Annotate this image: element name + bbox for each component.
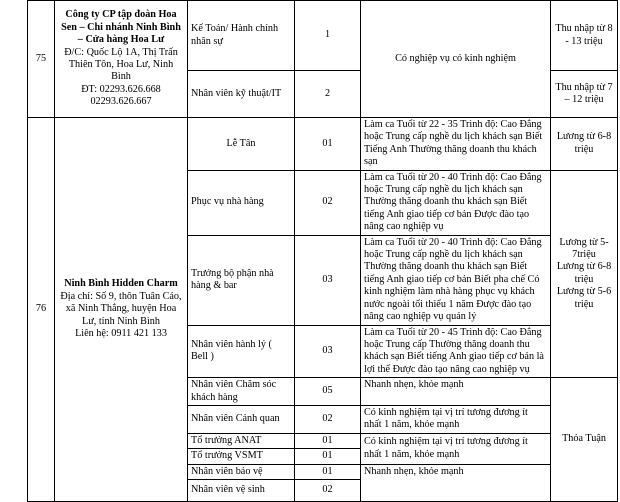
quantity: 01	[295, 464, 361, 479]
requirement: Làm ca Tuổi từ 20 - 45 Trình độ: Cao Đẳng hoặc Trung cấp Thường thăng doanh thu khách sạn Biết tiếng Anh giao tiếp cơ bản là lợi thế Được đào tạo nâng cao nghiệp vụ	[361, 325, 551, 378]
position: Nhân viên bảo vệ	[188, 464, 295, 479]
row-number: 76	[28, 118, 55, 502]
company-address: Địa chỉ: Số 9, thôn Tuân Cáo, xã Ninh Thắng, huyện Hoa Lư, tỉnh Ninh Bình	[60, 290, 182, 327]
company-cell	[55, 118, 188, 502]
position: Trưởng bộ phận nhà hàng & bar	[188, 235, 295, 325]
salary-line: triệu	[574, 298, 594, 310]
quantity: 02	[295, 405, 361, 433]
requirement: Có kinh nghiệm tại vị trí tương đương ít nhất 1 năm, khỏe mạnh	[361, 405, 551, 433]
quantity: 01	[295, 118, 361, 171]
salary-line: triệu	[574, 273, 594, 285]
row-number: 75	[28, 1, 55, 118]
position: Tổ trưởng ANAT	[188, 433, 295, 448]
company-name: Công ty CP tập đoàn Hoa Sen – Chi nhánh Ninh Bình – Cửa hàng Hoa Lư	[61, 9, 181, 46]
company-phone-2: 02293.626.667	[90, 96, 152, 108]
quantity: 02	[295, 170, 361, 235]
position: Nhân viên Cảnh quan	[188, 405, 295, 433]
salary: Thỏa Tuận	[551, 378, 618, 502]
salary: Thu nhập từ 8 - 13 triệu	[551, 1, 618, 71]
quantity: 02	[295, 479, 361, 501]
salary	[551, 170, 618, 378]
position: Nhân viên Chăm sóc khách hàng	[188, 378, 295, 406]
table-row	[28, 1, 618, 71]
position: Nhân viên kỹ thuật/IT	[188, 71, 295, 118]
requirement: Nhanh nhẹn, khỏe mạnh	[361, 378, 551, 406]
quantity: 01	[295, 433, 361, 448]
requirement: Có kinh nghiệm tại vị trí tương đương ít nhất 1 năm, khỏe mạnh	[361, 433, 551, 464]
requirement: Làm ca Tuổi từ 22 - 35 Trình độ: Cao Đẳng hoặc Trung cấp nghề du lịch khách sạn Biết Tiếng Anh Thường thăng doanh thu khách sạn	[361, 118, 551, 171]
quantity: 1	[295, 1, 361, 71]
requirement: Nhanh nhẹn, khỏe mạnh	[361, 464, 551, 501]
quantity: 2	[295, 71, 361, 118]
position: Kế Toán/ Hành chính nhân sự	[188, 1, 295, 71]
company-address: Đ/C: Quốc Lộ 1A, Thị Trấn Thiên Tôn, Hoa Lư, Ninh Bình	[64, 46, 178, 83]
position: Nhân viên hành lý ( Bell )	[188, 325, 295, 378]
salary: Lương từ 6-8 triệu	[551, 118, 618, 171]
salary-line: Lương từ 5-6	[556, 286, 612, 298]
company-name: Ninh Bình Hidden Charm	[64, 278, 178, 290]
requirement: Có nghiệp vụ có kinh nghiệm	[361, 1, 551, 118]
position: Tổ trưởng VSMT	[188, 449, 295, 464]
salary-line: Lương từ 6-8	[556, 261, 612, 273]
position: Phục vụ nhà hàng	[188, 170, 295, 235]
requirement: Làm ca Tuổi từ 20 - 40 Trình độ: Cao Đẳng hoặc Trung cấp nghề du lịch khách sạn Thường thăng doanh thu khách sạn Biết tiếng Anh giao tiếp cơ bản Biết pha chế Có kinh nghiệm làm nhà hàng phục vụ khách nước ngoài tối thiểu 1 năm Được đào tạo nâng cao nghiệp vụ quản lý	[361, 235, 551, 325]
company-cell	[55, 1, 188, 118]
company-phone: Liên hệ: 0911 421 133	[75, 328, 167, 340]
salary: Thu nhập từ 7 – 12 triệu	[551, 71, 618, 118]
quantity: 01	[295, 449, 361, 464]
quantity: 03	[295, 325, 361, 378]
salary-line: 7triệu	[572, 249, 596, 261]
job-listing-table	[27, 0, 618, 502]
requirement: Làm ca Tuổi từ 20 - 40 Trình độ: Cao Đẳng hoặc Trung cấp nghề du lịch khách sạn Thường thăng doanh thu khách sạn Biết tiếng Anh giao tiếp cơ bản Được đào tạo nâng cao nghiệp vụ	[361, 170, 551, 235]
position: Lễ Tân	[188, 118, 295, 171]
company-phone: ĐT: 02293.626.668	[81, 83, 161, 95]
table-row	[28, 118, 618, 171]
position: Nhân viên vệ sinh	[188, 479, 295, 501]
salary-line: Lương từ 5-	[559, 236, 609, 248]
quantity: 05	[295, 378, 361, 406]
quantity: 03	[295, 235, 361, 325]
